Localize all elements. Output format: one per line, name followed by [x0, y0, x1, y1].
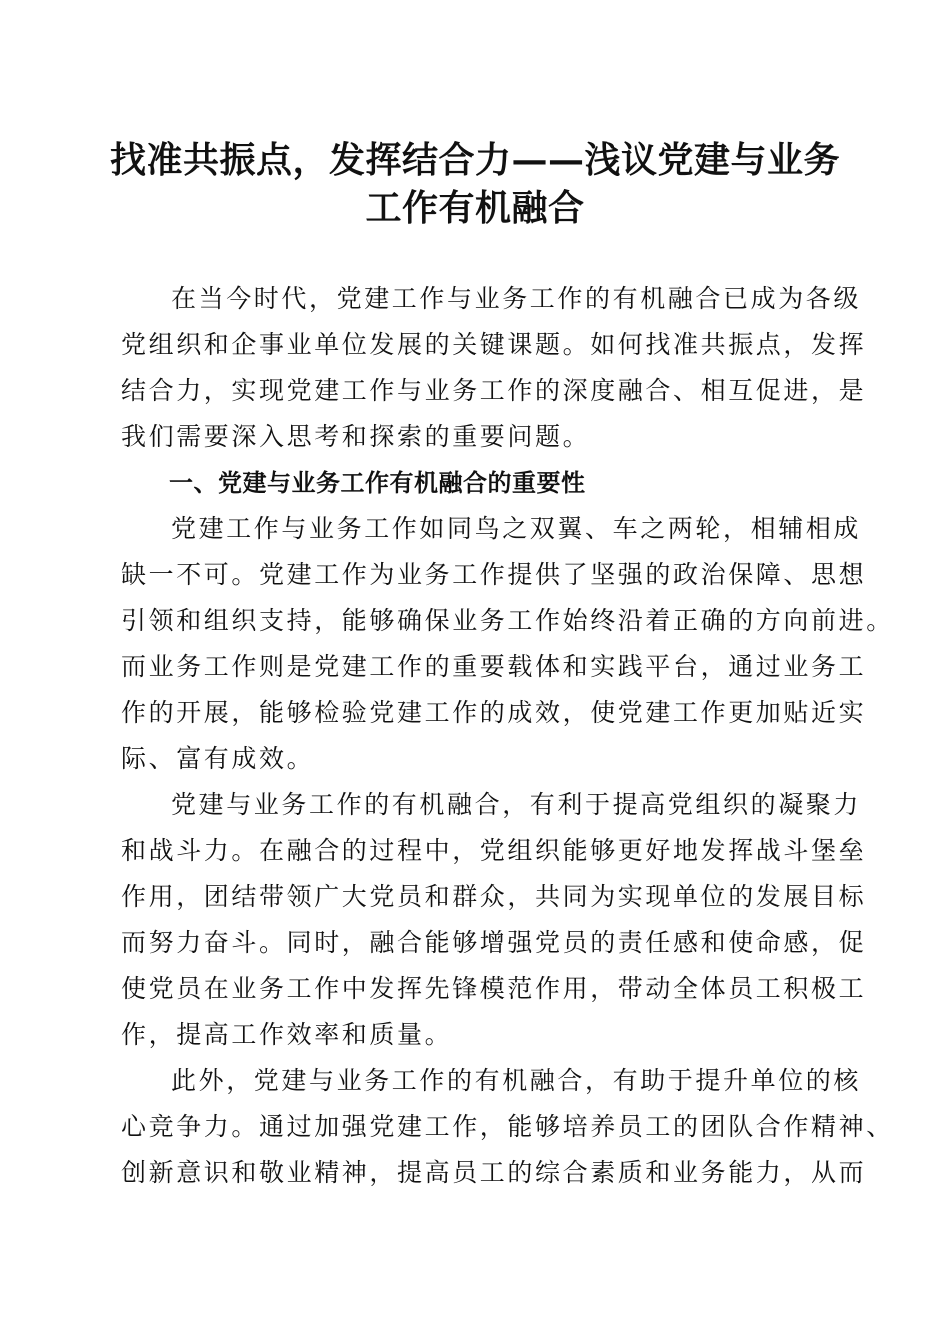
text-line: 和战斗力。在融合的过程中，党组织能够更好地发挥战斗堡垒: [121, 836, 867, 865]
text-line: 作的开展，能够检验党建工作的成效，使党建工作更加贴近实: [121, 698, 867, 727]
title-line-2: 工作有机融合: [365, 187, 585, 229]
section-paragraph-1: [121, 506, 894, 782]
document-body: [121, 276, 894, 1196]
text-line: 在当今时代，党建工作与业务工作的有机融合已成为各级: [171, 284, 862, 313]
text-line: 际、富有成效。: [121, 744, 315, 773]
text-line: 我们需要深入思考和探索的重要问题。: [121, 422, 591, 451]
document-title: [100, 136, 850, 232]
text-line: 缺一不可。党建工作为业务工作提供了坚强的政治保障、思想: [121, 560, 867, 589]
text-line: 作，提高工作效率和质量。: [121, 1020, 453, 1049]
text-line: 党建与业务工作的有机融合，有利于提高党组织的凝聚力: [171, 790, 862, 819]
text-line: 党组织和企事业单位发展的关键课题。如何找准共振点，发挥: [121, 330, 867, 359]
section-paragraph-2: [121, 782, 867, 1058]
text-line: 作用，团结带领广大党员和群众，共同为实现单位的发展目标: [121, 882, 867, 911]
section-heading: 一、党建与业务工作有机融合的重要性: [169, 469, 586, 497]
text-line: 创新意识和敬业精神，提高员工的综合素质和业务能力，从而: [121, 1158, 867, 1187]
text-line: 结合力，实现党建工作与业务工作的深度融合、相互促进，是: [121, 376, 867, 405]
intro-paragraph: [121, 276, 867, 460]
text-line: 引领和组织支持，能够确保业务工作始终沿着正确的方向前进。: [121, 606, 894, 635]
text-line: 而努力奋斗。同时，融合能够增强党员的责任感和使命感，促: [121, 928, 867, 957]
text-line: 而业务工作则是党建工作的重要载体和实践平台，通过业务工: [121, 652, 867, 681]
text-line: 心竞争力。通过加强党建工作，能够培养员工的团队合作精神、: [121, 1112, 894, 1141]
text-line: 此外，党建与业务工作的有机融合，有助于提升单位的核: [171, 1066, 862, 1095]
section-paragraph-3: [121, 1058, 894, 1196]
title-line-1: 找准共振点，发挥结合力——浅议党建与业务: [109, 139, 840, 181]
text-line: 使党员在业务工作中发挥先锋模范作用，带动全体员工积极工: [121, 974, 867, 1003]
text-line: 党建工作与业务工作如同鸟之双翼、车之两轮，相辅相成: [171, 514, 862, 543]
